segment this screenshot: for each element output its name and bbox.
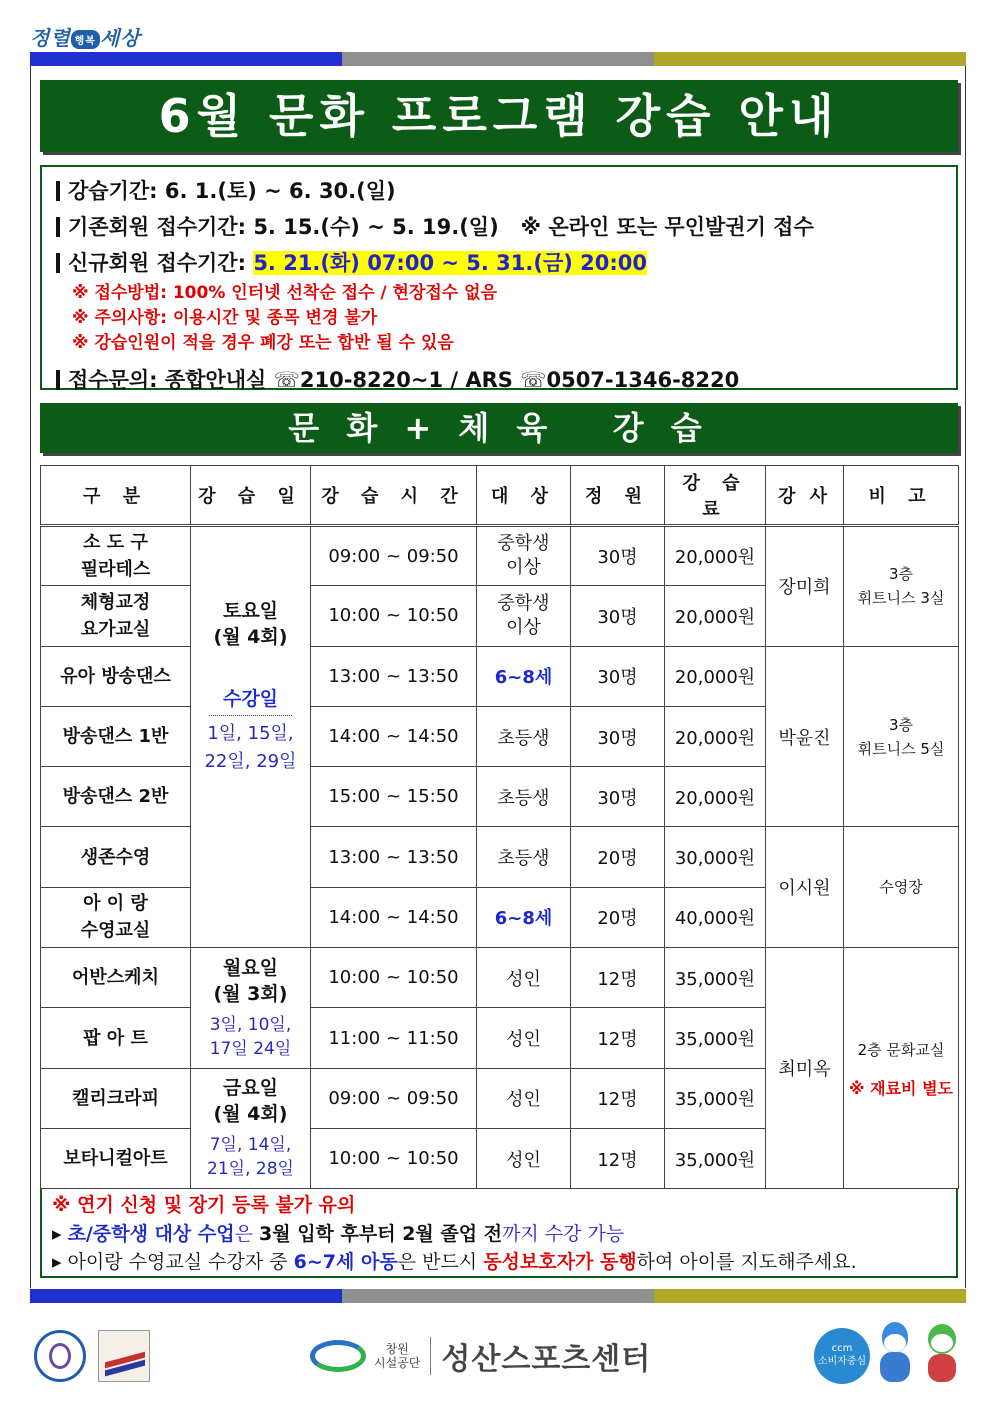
table-row: 보타니컬아트 10:00 ~ 10:50 성인 12명 35,000원 xyxy=(41,1128,959,1188)
header-target: 대 상 xyxy=(477,466,571,526)
header-remark: 비 고 xyxy=(844,466,959,526)
footer-notes xyxy=(40,1188,958,1278)
table-row: 어반스케치 월요일 (월 3회) 3일, 10일, 17일 24일 10:00 ~ 10:50 성인 12명 35,000원 최미옥 2층 문화교실 ※ 재료비 별도 xyxy=(41,948,959,1008)
table-row: 아 이 랑 수영교실 14:00 ~ 14:50 6~8세 20명 40,000원 xyxy=(41,887,959,947)
header-category: 구 분 xyxy=(41,466,191,526)
swoosh-logo-icon xyxy=(310,1340,366,1372)
mascot-green-icon xyxy=(920,1322,964,1386)
center-logo: 창원 시설공단 성산스포츠센터 xyxy=(310,1334,651,1378)
section-title: 문 화 + 체 육 강 습 xyxy=(40,403,958,453)
top-color-bar xyxy=(30,52,966,66)
contact-line: 접수문의: 종합안내실 ☏210-8220~1 / ARS ☏0507-1346-8220 xyxy=(56,362,942,398)
header-time: 강 습 시 간 xyxy=(311,466,477,526)
header-fee: 강 습 료 xyxy=(665,466,766,526)
table-row: 팝 아 트 11:00 ~ 11:50 성인 12명 35,000원 xyxy=(41,1008,959,1068)
center-name: 성산스포츠센터 xyxy=(441,1342,652,1377)
warning-note: ※ 연기 신청 및 장기 등록 불가 유의 xyxy=(52,1194,356,1216)
instructor-cell: 박윤진 xyxy=(766,646,844,827)
monday-cell: 월요일 (월 3회) 3일, 10일, 17일 24일 xyxy=(191,948,311,1069)
table-row: 유아 방송댄스 13:00 ~ 13:50 6~8세 30명 20,000원 박윤진 3층 휘트니스 5실 xyxy=(41,646,959,706)
table-row: 캘리크라피 금요일 (월 4회) 7일, 14일, 21일, 28일 09:00 ~ 09:50 성인 12명 35,000원 xyxy=(41,1068,959,1128)
new-line: 신규회원 접수기간: 5. 21.(화) 07:00 ~ 5. 31.(금) 20:00 xyxy=(56,245,942,281)
footer-logos xyxy=(0,1320,992,1390)
existing-line: 기존회원 접수기간: 5. 15.(수) ~ 5. 19.(일) ※ 온라인 또는 무인발권기 접수 xyxy=(56,209,942,245)
info-box xyxy=(40,165,958,390)
bottom-color-bar xyxy=(30,1289,966,1303)
header-capacity: 정 원 xyxy=(571,466,665,526)
schedule-table xyxy=(40,465,959,1189)
certification-logo-icon xyxy=(98,1330,150,1382)
header-instructor: 강 사 xyxy=(766,466,844,526)
ccm-logo-icon: ccm 소비자중심 xyxy=(814,1328,870,1384)
table-header-row xyxy=(41,466,959,526)
table-row: 방송댄스 1반 14:00 ~ 14:50 초등생 30명 20,000원 xyxy=(41,706,959,766)
table-row: 소 도 구 필라테스 토요일 (월 4회) 수강일 1일, 15일, 22일, 29일 09:00 ~ 09:50 중학생 이상 30명 20,000원 장미희 3층 휘트니스 3실 xyxy=(41,526,959,586)
logo-text: 정렬 xyxy=(30,26,71,50)
note-student: ▸ 초/중학생 대상 수업은 3월 입학 후부터 2월 졸업 전까지 수강 가능 xyxy=(52,1223,625,1245)
instructor-cell: 이시원 xyxy=(766,827,844,948)
friday-cell: 금요일 (월 4회) 7일, 14일, 21일, 28일 xyxy=(191,1068,311,1189)
material-fee-note: ※ 재료비 별도 xyxy=(849,1078,953,1098)
saturday-cell: 토요일 (월 4회) 수강일 1일, 15일, 22일, 29일 xyxy=(191,526,311,948)
human-rights-logo-icon xyxy=(34,1330,86,1382)
period-line: 강습기간: 6. 1.(토) ~ 6. 30.(일) xyxy=(56,173,942,209)
top-logo xyxy=(30,22,141,51)
note-swim: ▸ 아이랑 수영교실 수강자 중 6~7세 아동은 반드시 동성보호자가 동행하여 아이를 지도해주세요. xyxy=(52,1251,857,1273)
new-period-highlight: 5. 21.(화) 07:00 ~ 5. 31.(금) 20:00 xyxy=(253,251,648,275)
instructor-cell: 최미옥 xyxy=(766,948,844,1189)
header-day: 강 습 일 xyxy=(191,466,311,526)
note-1: ※ 접수방법: 100% 인터넷 선착순 접수 / 현장접수 없음 xyxy=(72,283,497,303)
mascot-blue-icon xyxy=(874,1322,914,1386)
remark-art: 2층 문화교실 ※ 재료비 별도 xyxy=(844,948,959,1189)
note-2: ※ 주의사항: 이용시간 및 종목 변경 불가 xyxy=(72,308,378,328)
page-title: 6월 문화 프로그램 강습 안내 xyxy=(40,80,958,152)
table-row: 방송댄스 2반 15:00 ~ 15:50 초등생 30명 20,000원 xyxy=(41,767,959,827)
logo-text2: 세상 xyxy=(99,26,141,50)
table-row: 체형교정 요가교실 10:00 ~ 10:50 중학생 이상 30명 20,000원 xyxy=(41,586,959,646)
instructor-cell: 장미희 xyxy=(766,526,844,647)
sugang-label: 수강일 xyxy=(209,684,292,716)
table-row: 생존수영 13:00 ~ 13:50 초등생 20명 30,000원 이시원 수영장 xyxy=(41,827,959,887)
note-3: ※ 강습인원이 적을 경우 폐강 또는 합반 될 수 있음 xyxy=(72,333,454,353)
logo-badge: 행복 xyxy=(71,30,100,49)
